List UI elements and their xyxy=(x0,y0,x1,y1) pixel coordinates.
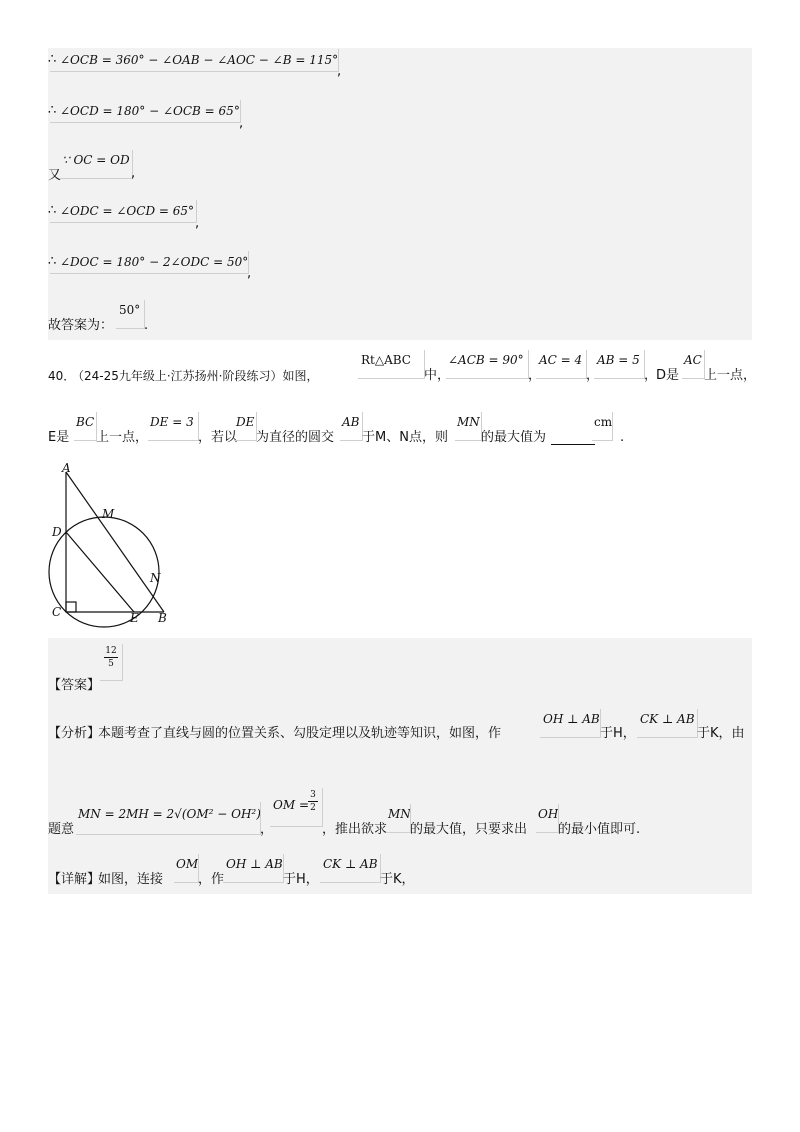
analysis-text: 题意 xyxy=(48,822,75,837)
math-box xyxy=(455,412,482,441)
label-e: E xyxy=(130,611,139,625)
math-box xyxy=(116,300,145,329)
math-box xyxy=(234,412,257,441)
math-om: OM xyxy=(176,857,199,871)
question-text: D是 xyxy=(656,368,680,383)
math-mn: MN xyxy=(388,807,411,821)
math-box xyxy=(340,412,363,441)
math-box xyxy=(76,802,261,835)
question-source: （24-25九年级上·江苏扬州·阶段练习）如图， xyxy=(72,369,319,383)
equation-oc-od: ∵ OC = OD xyxy=(62,153,130,167)
question-text: 上一点， xyxy=(704,368,757,383)
line-comma: , xyxy=(239,116,244,131)
you-char: 又 xyxy=(48,168,62,183)
question-text: ， xyxy=(586,368,600,383)
math-ab: AB xyxy=(342,415,360,429)
analysis-text: 于K，由 xyxy=(697,726,745,741)
math-oh: OH xyxy=(538,807,559,821)
analysis-label: 【分析】 xyxy=(48,726,101,741)
om-numerator: 3 xyxy=(310,790,316,800)
math-oh-perp-ab: OH ⊥ AB xyxy=(543,712,600,726)
detail-text: 于K， xyxy=(380,872,415,887)
label-d: D xyxy=(52,525,62,539)
math-box xyxy=(74,412,97,441)
math-box xyxy=(320,854,381,883)
geometry-figure xyxy=(44,460,184,628)
therefore-symbol: ∴ xyxy=(48,254,57,269)
label-m: M xyxy=(102,507,115,521)
math-ck-perp-ab: CK ⊥ AB xyxy=(323,857,378,871)
math-box xyxy=(536,804,559,833)
answer-numerator: 12 xyxy=(105,646,117,656)
math-mn: MN xyxy=(457,415,480,429)
answer-panel xyxy=(48,638,752,894)
answer-denominator: 5 xyxy=(108,659,114,669)
therefore-symbol: ∴ xyxy=(48,52,57,67)
analysis-text: 于H， xyxy=(600,726,636,741)
equation-ocb: ∠OCB = 360° − ∠OAB − ∠AOC − ∠B = 115° xyxy=(60,53,339,67)
math-box xyxy=(270,788,323,827)
label-c: C xyxy=(52,605,62,619)
question-end: . xyxy=(620,430,625,445)
om-denominator: 2 xyxy=(310,803,316,813)
equation-doc: ∠DOC = 180° − 2∠ODC = 50° xyxy=(60,255,249,269)
line-comma: , xyxy=(337,64,342,79)
question-number: 40． xyxy=(48,369,76,383)
answer-blank xyxy=(551,432,595,445)
therefore-symbol: ∴ xyxy=(48,203,57,218)
unit-cm: cm xyxy=(594,415,613,429)
math-om-eq: OM = xyxy=(273,798,309,812)
solution-panel xyxy=(48,48,752,340)
math-de-3: DE = 3 xyxy=(150,415,194,429)
equation-ocd: ∠OCD = 180° − ∠OCB = 65° xyxy=(60,104,240,118)
segment-de xyxy=(66,532,134,612)
conclusion-period: . xyxy=(144,318,149,333)
math-box xyxy=(358,350,425,379)
math-box xyxy=(682,350,705,379)
question-text: 中， xyxy=(424,368,451,383)
therefore-symbol: ∴ xyxy=(48,103,57,118)
math-box xyxy=(594,350,645,379)
question-text: E是 xyxy=(48,430,70,445)
math-box xyxy=(592,412,613,441)
question-text: 的最大值为 xyxy=(481,430,547,445)
analysis-text: 的最小值即可. xyxy=(558,822,641,837)
label-a: A xyxy=(62,461,71,475)
question-text: ， xyxy=(644,368,658,383)
math-box xyxy=(540,709,601,738)
math-ab-5: AB = 5 xyxy=(597,353,640,367)
label-n: N xyxy=(150,571,161,585)
question-text: ，若以 xyxy=(198,430,238,445)
math-angle-acb: ∠ACB = 90° xyxy=(448,353,524,367)
math-box xyxy=(223,854,284,883)
question-text: ， xyxy=(528,368,542,383)
math-box xyxy=(50,49,339,72)
math-ac-4: AC = 4 xyxy=(539,353,583,367)
math-oh-perp-ab: OH ⊥ AB xyxy=(226,857,283,871)
math-rt-abc: Rt△ABC xyxy=(361,353,411,367)
math-de: DE xyxy=(236,415,255,429)
math-box xyxy=(100,644,123,681)
analysis-text: 的最大值，只要求出 xyxy=(410,822,528,837)
right-angle-mark xyxy=(66,602,76,612)
equation-odc: ∠ODC = ∠OCD = 65° xyxy=(60,204,195,218)
question-text: 于M、N点，则 xyxy=(362,430,448,445)
math-box xyxy=(536,350,587,379)
analysis-text: 本题考查了直线与圆的位置关系、勾股定理以及轨迹等知识，如图，作 xyxy=(98,726,502,741)
segment-ab xyxy=(66,472,164,612)
math-ck-perp-ab: CK ⊥ AB xyxy=(640,712,695,726)
math-box xyxy=(50,251,249,274)
conclusion-answer: 50° xyxy=(119,303,141,317)
line-comma: , xyxy=(195,216,200,231)
math-box xyxy=(50,200,197,223)
question-text: 为直径的圆交 xyxy=(256,430,335,445)
math-box xyxy=(446,350,529,379)
math-box xyxy=(50,100,241,123)
detail-text: 如图，连接 xyxy=(98,872,164,887)
line-comma: , xyxy=(247,266,252,281)
math-box xyxy=(174,854,199,883)
label-b: B xyxy=(158,611,167,625)
math-box xyxy=(60,150,133,179)
detail-text: ，作 xyxy=(198,872,225,887)
math-bc: BC xyxy=(76,415,95,429)
conclusion-text: 故答案为： xyxy=(48,318,114,333)
math-ac: AC xyxy=(684,353,702,367)
detail-text: 于H， xyxy=(283,872,319,887)
question-text: 上一点， xyxy=(96,430,149,445)
math-box xyxy=(386,804,411,833)
math-box xyxy=(148,412,199,441)
analysis-text: ，推出欲求 xyxy=(322,822,388,837)
math-mn-formula: MN = 2MH = 2√(OM² − OH²) xyxy=(78,807,261,821)
detail-label: 【详解】 xyxy=(48,872,101,887)
math-box xyxy=(637,709,698,738)
answer-label: 【答案】 xyxy=(48,678,101,693)
analysis-text: ， xyxy=(260,822,274,837)
line-comma: , xyxy=(131,166,136,181)
